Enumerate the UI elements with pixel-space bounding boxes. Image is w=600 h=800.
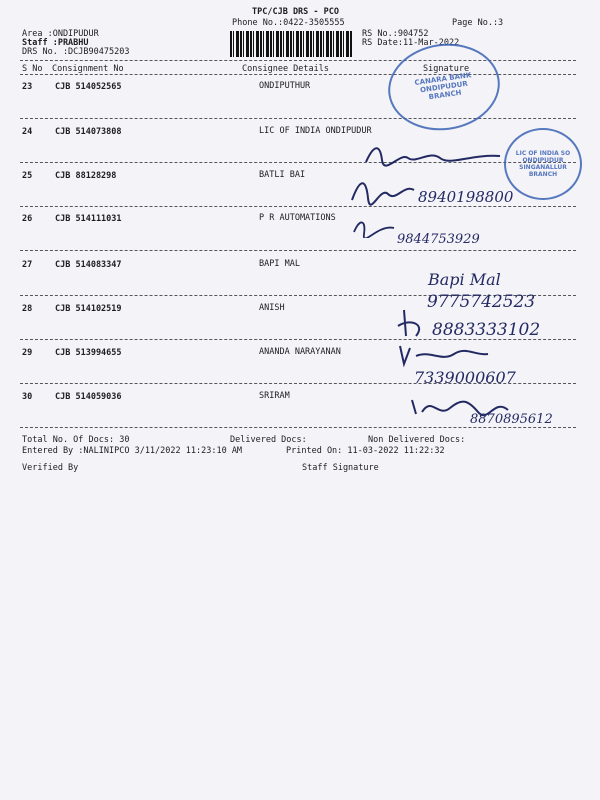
phone-row29: 7339000607 <box>414 368 516 387</box>
printed-on: Printed On: 11-03-2022 11:22:32 <box>286 446 445 456</box>
signature-row29 <box>396 342 492 368</box>
row-consignment: CJB 88128298 <box>55 171 117 181</box>
page-number: Page No.:3 <box>452 18 504 28</box>
phone-row25: 8940198800 <box>418 188 514 206</box>
drs-number: DRS No. :DCJB90475203 <box>22 47 130 57</box>
col-sno: S No <box>22 64 43 74</box>
divider <box>20 60 576 61</box>
divider <box>20 118 576 119</box>
row-sno: 25 <box>22 171 33 181</box>
stamp-text: CANARA BANK ONDIPUDUR BRANCH <box>414 71 472 102</box>
non-delivered-docs: Non Delivered Docs: <box>368 435 466 445</box>
name-row27: Bapi Mal <box>428 270 501 289</box>
row-consignee: BAPI MAL <box>259 259 300 269</box>
divider <box>20 427 576 428</box>
col-signature: Signature <box>423 64 470 74</box>
row-consignee: ONDIPUTHUR <box>259 81 311 91</box>
phone-number: Phone No.:0422-3505555 <box>232 18 345 28</box>
phone2-row28: 8883333102 <box>432 320 541 340</box>
barcode <box>230 31 352 57</box>
rs-number: RS No.:904752 <box>362 29 429 39</box>
row-consignee: LIC OF INDIA ONDIPUDUR <box>259 126 372 136</box>
phone-row26: 9844753929 <box>397 232 480 247</box>
col-consignment: Consignment No <box>52 64 124 74</box>
rs-date: RS Date:11-Mar-2022 <box>362 38 460 48</box>
row-sno: 23 <box>22 82 33 92</box>
signature-row25 <box>348 176 418 206</box>
row-consignment: CJB 514083347 <box>55 260 122 270</box>
document-title: TPC/CJB DRS - PCO <box>252 7 339 17</box>
signature-row24 <box>360 140 510 170</box>
row-sno: 24 <box>22 127 33 137</box>
row-sno: 26 <box>22 214 33 224</box>
row-consignment: CJB 514052565 <box>55 82 122 92</box>
row-consignee: ANISH <box>259 303 285 313</box>
row-consignment: CJB 514059036 <box>55 392 122 402</box>
area-label: Area :ONDIPUDUR <box>22 29 99 39</box>
staff-label: Staff :PRABHU <box>22 38 89 48</box>
signature-row26 <box>350 216 398 238</box>
canara-bank-stamp <box>383 37 506 138</box>
signature-row28 <box>396 306 432 342</box>
row-consignment: CJB 513994655 <box>55 348 122 358</box>
row-consignment: CJB 514073808 <box>55 127 122 137</box>
verified-by: Verified By <box>22 463 79 473</box>
row-sno: 27 <box>22 260 33 270</box>
row-consignee: BATLI BAI <box>259 170 306 180</box>
total-docs: Total No. Of Docs: 30 <box>22 435 130 445</box>
delivered-docs: Delivered Docs: <box>230 435 307 445</box>
row-consignee: P R AUTOMATIONS <box>259 213 336 223</box>
row-sno: 28 <box>22 304 33 314</box>
lic-stamp <box>504 128 582 200</box>
row-consignee: SRIRAM <box>259 391 290 401</box>
entered-by: Entered By :NALINIPCO 3/11/2022 11:23:10 AM <box>22 446 243 456</box>
row-sno: 29 <box>22 348 33 358</box>
phone-row30: 8870895612 <box>470 412 553 427</box>
divider <box>20 250 576 251</box>
stamp-text: LIC OF INDIA SO ONDIPUDUR SINGANALLUR BRANCH <box>515 150 571 178</box>
divider <box>20 206 576 207</box>
phone1-row28: 9775742523 <box>427 292 536 312</box>
row-consignment: CJB 514102519 <box>55 304 122 314</box>
row-consignee: ANANDA NARAYANAN <box>259 347 341 357</box>
row-sno: 30 <box>22 392 33 402</box>
row-consignment: CJB 514111031 <box>55 214 122 224</box>
staff-signature: Staff Signature <box>302 463 379 473</box>
col-consignee: Consignee Details <box>242 64 329 74</box>
